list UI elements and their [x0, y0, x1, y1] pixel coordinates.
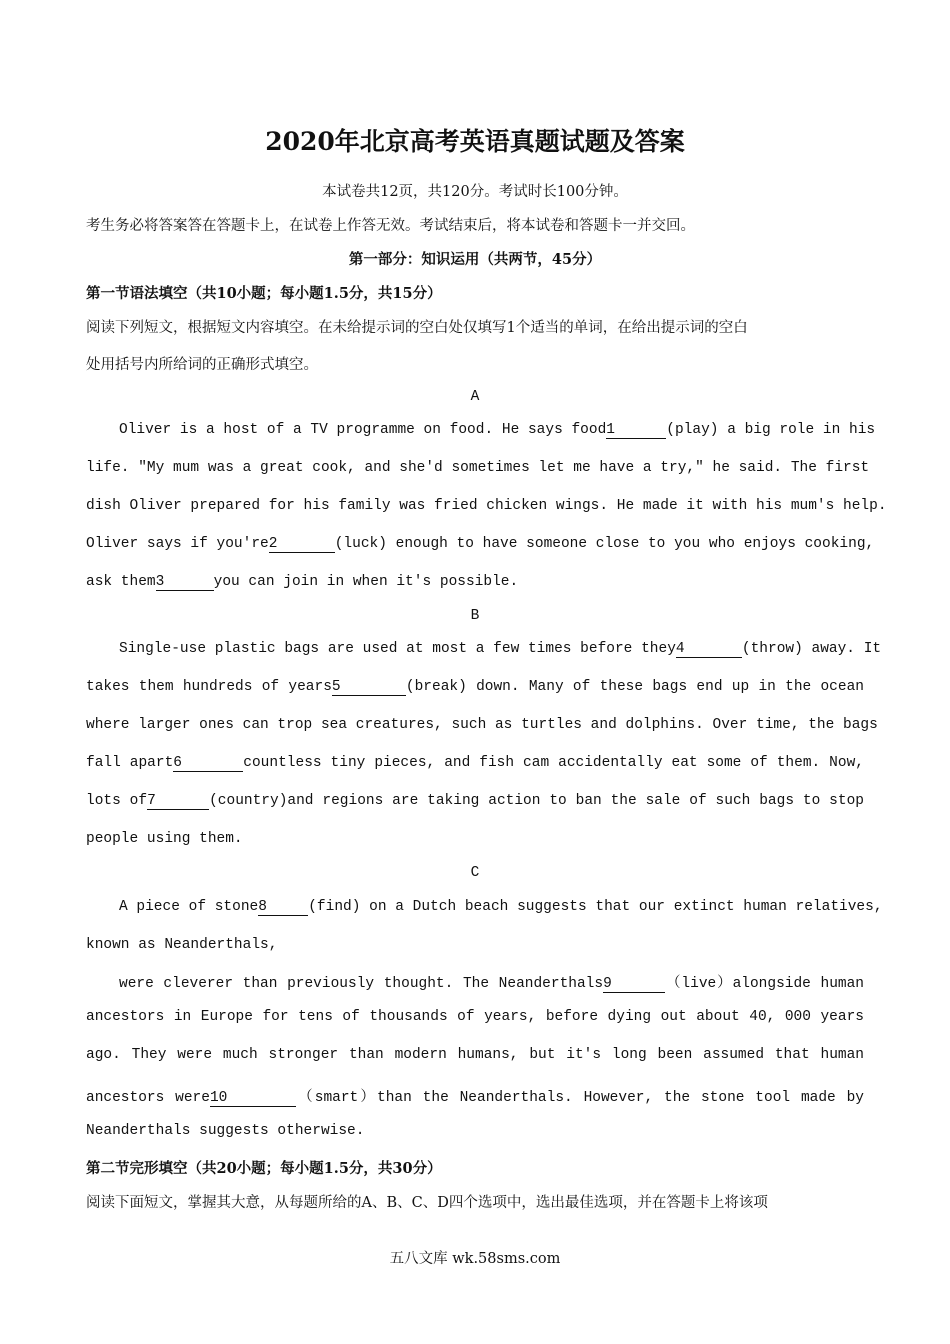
passage-line: Single-use plastic bags are used at most a few times before they4 (throw) away. It: [119, 641, 882, 657]
passage-line: life. "My mum was a great cook, and she'd sometimes let me have a try," he said. The first: [86, 460, 870, 476]
passage-label: A: [470, 389, 480, 405]
exam-notice-line: 考生务必将答案答在答题卡上，在试卷上作答无效。考试结束后，将本试卷和答题卡一并交回。: [86, 218, 695, 234]
passage-line: were cleverer than previously thought. The Neanderthals9 （live）alongside human: [119, 976, 865, 992]
answer-blank[interactable]: 5: [332, 680, 406, 696]
passage-line: takes them hundreds of years5 (break) down. Many of these bags end up in the ocean: [86, 679, 864, 695]
answer-blank[interactable]: 10: [210, 1091, 296, 1107]
page-title: 2020年北京高考英语真题试题及答案: [265, 127, 685, 156]
answer-blank[interactable]: 2: [269, 537, 335, 553]
passage-label: C: [470, 865, 480, 881]
answer-blank[interactable]: 1: [606, 423, 666, 439]
answer-blank[interactable]: 8: [258, 900, 308, 916]
answer-blank[interactable]: 6: [173, 756, 243, 772]
passage-line: lots of7 (country)and regions are taking action to ban the sale of such bags to stop: [86, 793, 864, 809]
section-heading: 第二节完形填空（共20小题；每小题1.5分，共30分）: [86, 1160, 442, 1177]
answer-blank[interactable]: 7: [147, 794, 209, 810]
instruction-line: 处用括号内所给词的正确形式填空。: [86, 357, 318, 373]
answer-blank[interactable]: 3: [156, 575, 214, 591]
passage-line: fall apart6 countless tiny pieces, and fish cam accidentally eat some of them. Now,: [86, 755, 864, 771]
answer-blank[interactable]: 4: [676, 642, 742, 658]
passage-line: ancestors were10 （smart）than the Neanderthals. However, the stone tool made by: [86, 1090, 864, 1106]
passage-line: where larger ones can trop sea creatures, such as turtles and dolphins. Over time, the bags: [86, 717, 878, 733]
passage-line: Neanderthals suggests otherwise.: [86, 1123, 365, 1139]
answer-blank[interactable]: 9: [603, 977, 665, 993]
passage-label: B: [470, 608, 480, 624]
passage-line: dish Oliver prepared for his family was fried chicken wings. He made it with his mum's help.: [86, 498, 887, 514]
passage-line: Oliver is a host of a TV programme on food. He says food1 (play) a big role in his: [119, 422, 876, 438]
part-heading: 第一部分：知识运用（共两节，45分）: [348, 251, 602, 268]
page-footer: 五八文库 wk.58sms.com: [389, 1251, 561, 1267]
instruction-line: 阅读下列短文，根据短文内容填空。在未给提示词的空白处仅填写1个适当的单词，在给出提示词的空白: [86, 320, 748, 336]
passage-line: Oliver says if you're2 (luck) enough to have someone close to you who enjoys cooking,: [86, 536, 875, 552]
passage-line: known as Neanderthals,: [86, 937, 278, 953]
exam-info-line: 本试卷共12页，共120分。考试时长100分钟。: [322, 184, 628, 200]
passage-line: ask them3 you can join in when it's possible.: [86, 574, 519, 590]
passage-line: A piece of stone8 (find) on a Dutch beach suggests that our extinct human relatives,: [119, 899, 883, 915]
passage-line: people using them.: [86, 831, 243, 847]
instruction-line: 阅读下面短文，掌握其大意，从每题所给的A、B、C、D四个选项中，选出最佳选项，并在答题卡上将该项: [86, 1195, 768, 1211]
section-heading: 第一节语法填空（共10小题；每小题1.5分，共15分）: [86, 285, 442, 302]
passage-line: ancestors in Europe for tens of thousands of years, before dying out about 40, 000 years: [86, 1009, 864, 1025]
passage-line: ago. They were much stronger than modern humans, but it's long been assumed that human: [86, 1047, 864, 1063]
